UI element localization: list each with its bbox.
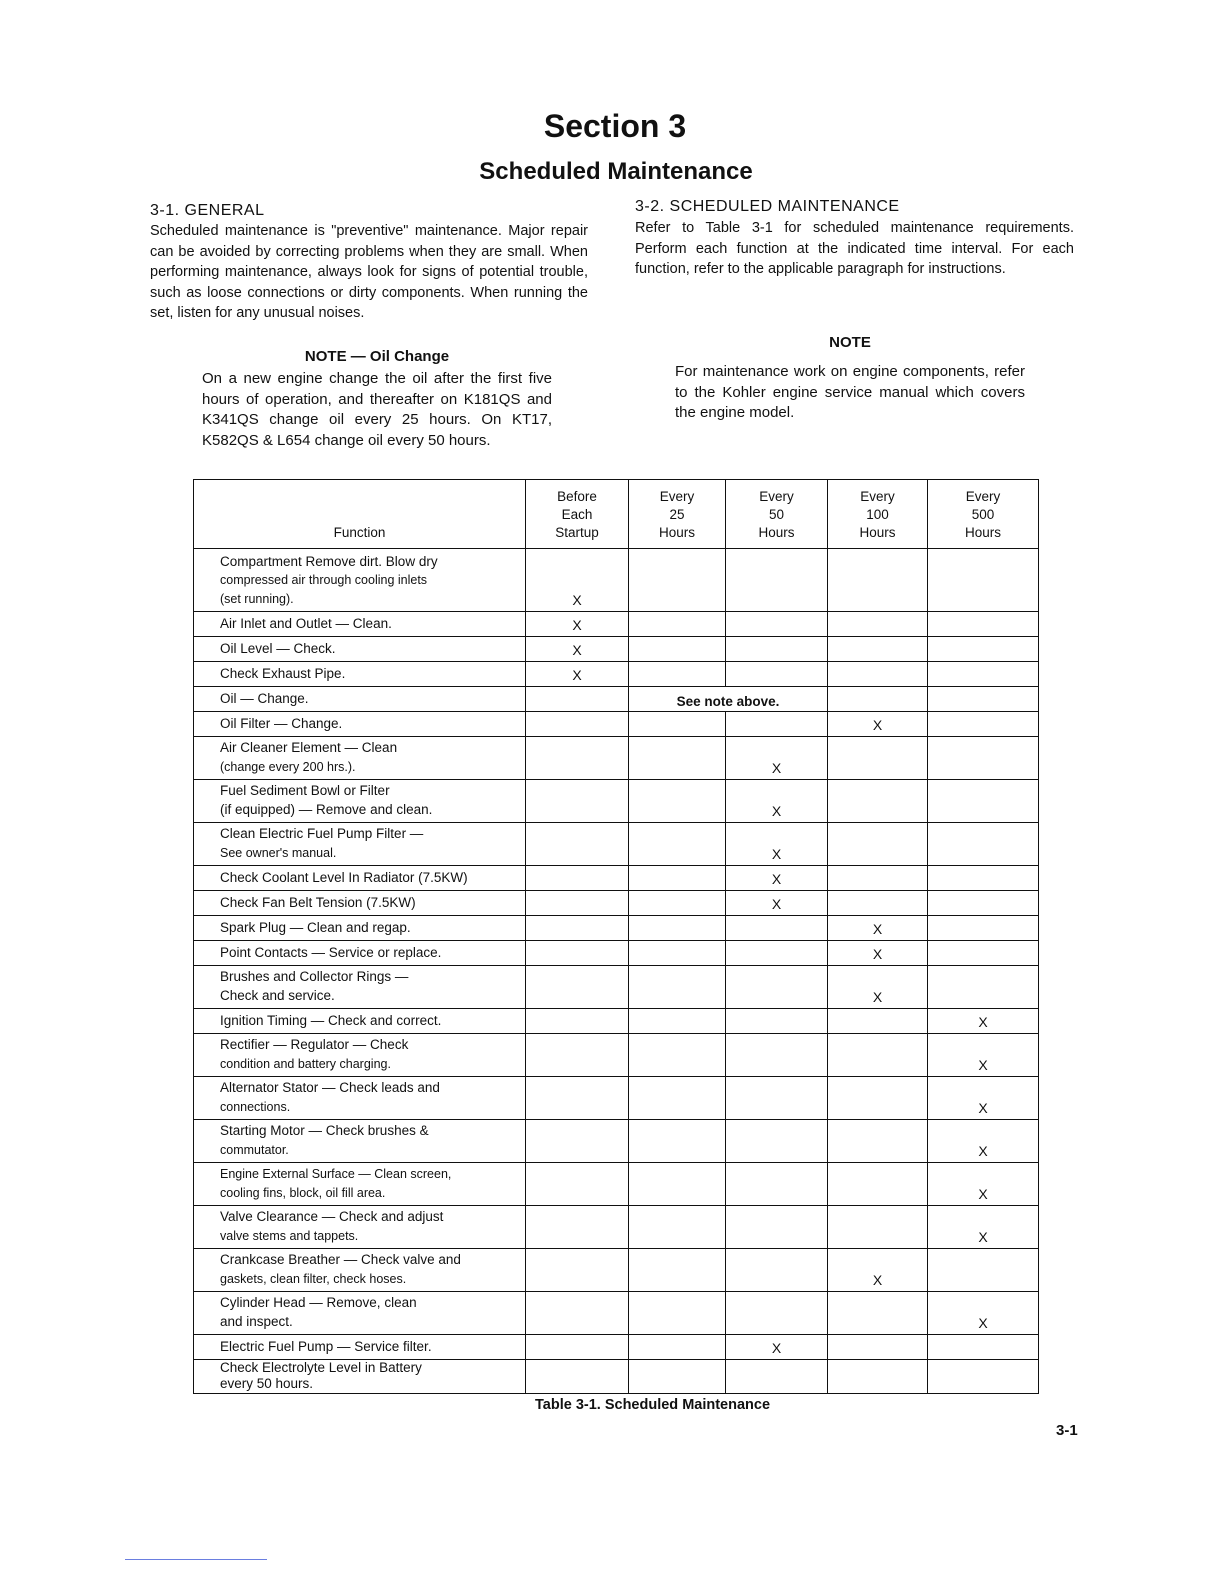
table-row <box>194 941 1039 966</box>
footnote-rule <box>125 1559 267 1560</box>
mark-500: X <box>928 1009 1039 1034</box>
mark-100: X <box>828 1249 928 1292</box>
row-function: Cylinder Head — Remove, clean and inspect. <box>194 1292 526 1335</box>
section-title: Section 3 <box>543 108 687 144</box>
row-function: Compartment Remove dirt. Blow dry compressed air through cooling inlets (set running). <box>194 549 526 612</box>
row-function: Alternator Stator — Check leads and connections. <box>194 1077 526 1120</box>
table-row <box>194 1163 1039 1206</box>
mark-100: X <box>828 712 928 737</box>
row-function: Air Inlet and Outlet — Clean. <box>194 612 526 637</box>
table-row <box>194 549 1039 612</box>
mark-500: X <box>928 1034 1039 1077</box>
table-row <box>194 1360 1039 1394</box>
table-row <box>194 966 1039 1009</box>
header-every-100-hours: Every 100 Hours <box>828 480 928 549</box>
mark-100: X <box>828 916 928 941</box>
row-function: Air Cleaner Element — Clean (change every 200 hrs.). <box>194 737 526 780</box>
oil-change-note-heading: NOTE — Oil Change <box>304 348 450 365</box>
row-function: Electric Fuel Pump — Service filter. <box>194 1335 526 1360</box>
mark-500: X <box>928 1163 1039 1206</box>
oil-change-note-text: On a new engine change the oil after the first five hours of operation, and thereafter on K181QS and K341QS change oil every 25 hours. On KT17, K582QS & L654 change oil every 50 hours. <box>202 370 552 449</box>
row-function: Check Electrolyte Level in Battery every 50 hours. <box>194 1360 526 1394</box>
table-row <box>194 891 1039 916</box>
scheduled-text: Refer to Table 3-1 for scheduled maintenance requirements. Perform each function at the indicated time interval. For each function, refer to the applicable paragraph for instructions. <box>635 220 1074 277</box>
table-row <box>194 712 1039 737</box>
oil-change-see-note: See note above. <box>629 687 828 712</box>
row-function: Clean Electric Fuel Pump Filter — See owner's manual. <box>194 823 526 866</box>
table-row <box>194 1292 1039 1335</box>
mark-50: X <box>726 1335 828 1360</box>
table-row <box>194 1120 1039 1163</box>
table-row <box>194 866 1039 891</box>
mark-50: X <box>726 823 828 866</box>
row-function: Oil Level — Check. <box>194 637 526 662</box>
row-function: Oil Filter — Change. <box>194 712 526 737</box>
table-row <box>194 916 1039 941</box>
row-function: Brushes and Collector Rings — Check and service. <box>194 966 526 1009</box>
row-function: Crankcase Breather — Check valve and gaskets, clean filter, check hoses. <box>194 1249 526 1292</box>
table-caption: Table 3-1. Scheduled Maintenance <box>535 1397 771 1413</box>
header-before-startup: Before Each Startup <box>526 480 629 549</box>
mark-before: X <box>526 612 629 637</box>
table-row <box>194 1034 1039 1077</box>
table-row <box>194 637 1039 662</box>
mark-500: X <box>928 1292 1039 1335</box>
header-every-50-hours: Every 50 Hours <box>726 480 828 549</box>
header-function: Function <box>194 480 526 549</box>
table-row <box>194 823 1039 866</box>
mark-50: X <box>726 891 828 916</box>
general-text: Scheduled maintenance is "preventive" maintenance. Major repair can be avoided by correcting problems when they are small. When performing maintenance, always look for signs of potential trouble, such as loose connections or dirty components. When running the set, listen for any unusual noises. <box>150 223 588 321</box>
table-row <box>194 662 1039 687</box>
table-row <box>194 1077 1039 1120</box>
row-function: Point Contacts — Service or replace. <box>194 941 526 966</box>
general-heading: 3-1. GENERAL <box>150 202 265 219</box>
mark-100: X <box>828 941 928 966</box>
table-row <box>194 780 1039 823</box>
table-header-row <box>194 480 1039 549</box>
mark-50: X <box>726 737 828 780</box>
mark-50: X <box>726 780 828 823</box>
table-row <box>194 1249 1039 1292</box>
maintenance-table <box>193 479 1039 1394</box>
header-every-25-hours: Every 25 Hours <box>629 480 726 549</box>
engine-note-text: For maintenance work on engine components, refer to the Kohler engine service manual which covers the engine model. <box>675 363 1025 421</box>
row-function: Oil — Change. <box>194 687 526 712</box>
row-function: Fuel Sediment Bowl or Filter (if equipped) — Remove and clean. <box>194 780 526 823</box>
table-row <box>194 612 1039 637</box>
row-function: Check Coolant Level In Radiator (7.5KW) <box>194 866 526 891</box>
row-function: Ignition Timing — Check and correct. <box>194 1009 526 1034</box>
row-function: Rectifier — Regulator — Check condition and battery charging. <box>194 1034 526 1077</box>
scheduled-heading: 3-2. SCHEDULED MAINTENANCE <box>635 198 900 215</box>
mark-500: X <box>928 1206 1039 1249</box>
table-row <box>194 1009 1039 1034</box>
row-function: Valve Clearance — Check and adjust valve stems and tappets. <box>194 1206 526 1249</box>
row-function: Spark Plug — Clean and regap. <box>194 916 526 941</box>
table-row <box>194 1206 1039 1249</box>
row-function: Engine External Surface — Clean screen, cooling fins, block, oil fill area. <box>194 1163 526 1206</box>
row-function: Check Exhaust Pipe. <box>194 662 526 687</box>
row-function: Check Fan Belt Tension (7.5KW) <box>194 891 526 916</box>
note-heading: NOTE <box>829 334 871 351</box>
mark-100: X <box>828 966 928 1009</box>
mark-before: X <box>526 637 629 662</box>
mark-50: X <box>726 866 828 891</box>
mark-500: X <box>928 1120 1039 1163</box>
table-row <box>194 687 1039 712</box>
table-row <box>194 1335 1039 1360</box>
mark-before: X <box>526 662 629 687</box>
header-every-500-hours: Every 500 Hours <box>928 480 1039 549</box>
mark-before: X <box>526 549 629 612</box>
row-function: Starting Motor — Check brushes & commutator. <box>194 1120 526 1163</box>
section-subtitle: Scheduled Maintenance <box>479 158 753 185</box>
mark-500: X <box>928 1077 1039 1120</box>
page-number: 3-1 <box>1056 1422 1078 1439</box>
table-row <box>194 737 1039 780</box>
